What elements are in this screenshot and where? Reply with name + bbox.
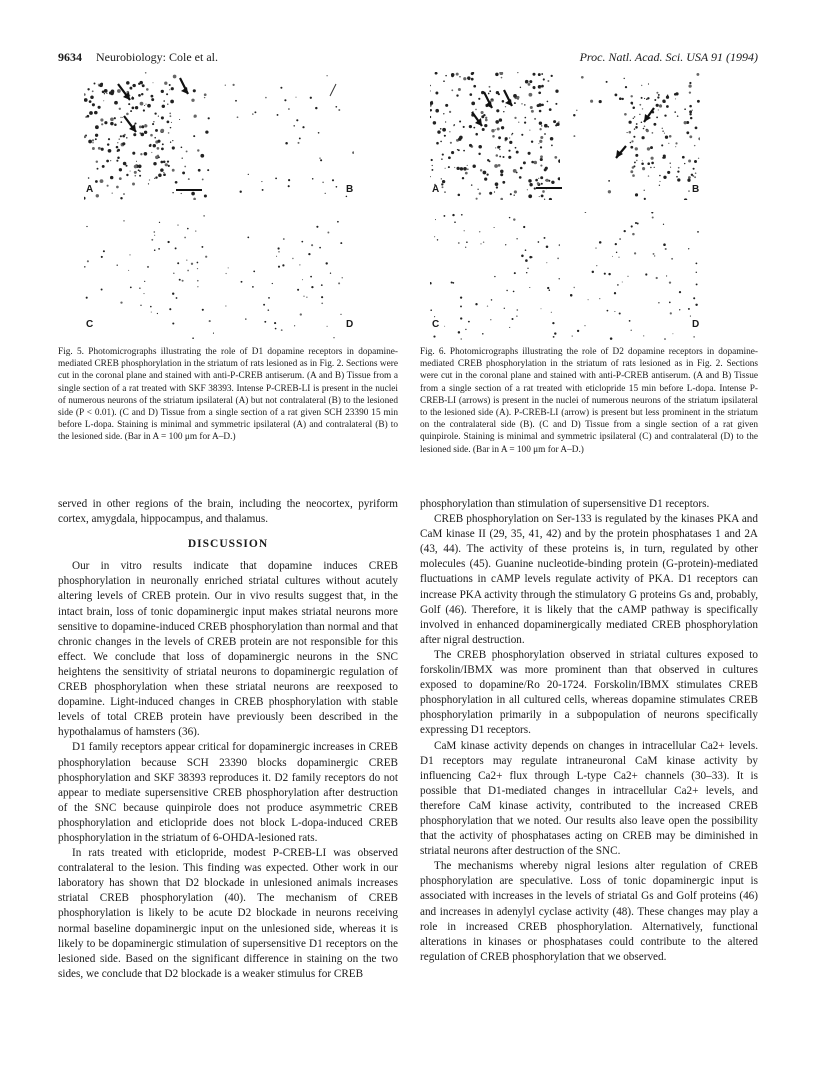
micrograph-image [224, 212, 354, 340]
paragraph: The mechanisms whereby nigral lesions alter regulation of CREB phosphorylation are speculative. Loss of tonic dopaminergic input is associated with increases in the levels of striatal Gs and Golf proteins (46) and increases in adenylyl cyclase activity (48). These changes may play a role in increased CREB phosphorylation. Alternatively, functional alterations in kinases or phosphatases could contribute to the altered regulation of CREB phosphorylation that we observed. [420, 860, 758, 963]
figure-6 [430, 72, 700, 340]
paragraph: Our in vitro results indicate that dopamine induces CREB phosphorylation in neuronally enriched striatal cultures without acutely altering levels of CREB protein. Our in vivo results suggest that, in the intact brain, loss of tonic dopaminergic input makes striatal neurons more sensitive to dopamine-induced CREB phosphorylation than normal and that chronic changes in the levels of CREB protein are not responsible for this effect. We conclude that loss of dopaminergic neurons in the SNC heightens the sensitivity of striatal neurons to dopaminergic regulation of CREB phosphorylation when these striatal neurons are reexposed to dopamine. Light-induced changes in CREB phosphorylation with stable levels of total CREB protein have previously been described in the hypothalamus of hamsters (36). [58, 560, 398, 739]
section-title: Neurobiology: Cole et al. [96, 50, 218, 64]
micrograph-image [430, 72, 560, 200]
panel-label-a: A [432, 184, 440, 195]
figure-6-caption: Fig. 6. Photomicrographs illustrating the role of D2 dopamine receptors in dopamine-mediated CREB phosphorylation in the striatum of rats lesioned as in Fig. 2. Sections were cut in the coronal plane and stained with anti-P-CREB antiserum. (A and B) Tissue from a single section of a rat treated with eticlopride 15 min before L-dopa. Intense P-CREB-LI (arrows) is present in the nuclei of numerous neurons of the striatum ipsilateral to the lesioned side (A). P-CREB-LI (arrow) is present but less prominent in the striatum on the contralateral side (B). (C and D) Tissue from a single section of a rat given quinpirole. Staining is minimal and symmetric ipsilateral (C) and contralateral (D) to the lesioned side. (Bar in A = 100 μm for A–D.) [420, 347, 758, 455]
micrograph-image [570, 72, 700, 200]
journal-citation: Proc. Natl. Acad. Sci. USA 91 (1994) [579, 50, 758, 64]
paragraph: The CREB phosphorylation observed in striatal cultures exposed to forskolin/IBMX was more prominent than that observed in cultures exposed to dopamine/Ro 20-1724. Forskolin/IBMX stimulates CREB phosphorylation in all cultured cells, whereas dopamine stimulates CREB phosphorylation primarily in a subpopulation of neurons specifically expressing D1 receptors. [420, 648, 758, 737]
micrograph-image [430, 212, 560, 340]
fig5-panel-c [84, 212, 214, 340]
right-column [420, 497, 758, 965]
micrograph-image [84, 212, 214, 340]
paragraph: In rats treated with eticlopride, modest P-CREB-LI was observed contralateral to the lesion. This finding was expected. Other work in our laboratory has shown that D2 blockade in unlesioned animals increases striatal CREB phosphorylation (40). The mechanism of CREB phosphorylation is likely to be acute D2 blockade in neurons receiving normal baseline dopaminergic input on the unlesioned side, whereas it is likely to be dopaminergic stimulation of supersensitive D1 receptors on the lesioned side. Based on the significant difference in staining on the two sides, we conclude that D2 blockade is a weaker stimulus for CREB [58, 847, 398, 980]
paragraph: CREB phosphorylation on Ser-133 is regulated by the kinases PKA and CaM kinase II (29, 35, 41, 42) and by the protein phosphatases 1 and 2A (43, 44). The activity of these proteins is, in turn, regulated by other molecules (45). Guanine nucleotide-binding protein (G-protein)-mediated fluctuations in cAMP levels regulate activity of PKA. D1 receptors can increase PKA activity through the stimulatory G proteins Gs and, probably, Golf (46). Therefore, it is likely that the cAMP pathway is specifically involved in enhanced dopaminergically mediated CREB phosphorylation after nigral destruction. [420, 513, 758, 646]
panel-label-b: B [346, 184, 354, 195]
micrograph-image [224, 72, 354, 200]
panel-label-b: B [692, 184, 700, 195]
fig6-panel-b [570, 72, 700, 200]
section-heading: DISCUSSION [187, 538, 269, 551]
left-column [58, 497, 398, 982]
paragraph: phosphorylation than stimulation of supersensitive D1 receptors. [420, 498, 710, 510]
fig5-panel-a [84, 72, 214, 200]
paragraph: CaM kinase activity depends on changes in intracellular Ca2+ levels. D1 receptors may regulate intraneuronal CaM kinase activity by influencing Ca2+ flux through L-type Ca2+ channels (30–33). It is possible that D1-mediated changes in intracellular Ca2+ levels, and therefore CaM kinase activity, contributed to the increased CREB phosphorylation that we noted. Our results also leave open the possibility that the activity of phosphatases acting on CREB may be diminished in striatal neurons after destruction of the SNC. [420, 739, 758, 858]
panel-label-d: D [346, 319, 354, 330]
running-header [58, 50, 758, 68]
paragraph: D1 family receptors appear critical for dopaminergic increases in CREB phosphorylation because SCH 23390 blocks dopaminergic CREB phosphorylation and SKF 38393 reproduces it. D2 family receptors do not appear to mediate supersensitive CREB phosphorylation after destruction of the SNC because quinpirole does not produce asymmetric CREB phosphorylation and eticlopride does not block L-dopa-induced CREB phosphorylation in the striatum of 6-OHDA-lesioned rats. [58, 741, 398, 844]
fig5-panel-d [224, 212, 354, 340]
figure-5-caption: Fig. 5. Photomicrographs illustrating the role of D1 dopamine receptors in dopamine-mediated CREB phosphorylation in the striatum of rats lesioned as in Fig. 2. Sections were cut in the coronal plane and stained with anti-P-CREB antiserum. (A and B) Tissue from a single section of a rat treated with SKF 38393. Intense P-CREB-LI is present in the nuclei of numerous neurons of the striatum ipsilateral (A) but not contralateral (B) to the lesioned side (P < 0.01). (C and D) Tissue from a single section of a rat given SCH 23390 15 min before L-dopa. Staining is minimal and symmetric ipsilateral (A) and contralateral (B) to the lesioned side. (Bar in A = 100 μm for A–D.) [58, 347, 398, 443]
panel-label-a: A [86, 184, 94, 195]
panel-label-c: C [86, 319, 94, 330]
panel-label-d: D [692, 319, 700, 330]
panel-label-c: C [432, 319, 440, 330]
micrograph-image [570, 212, 700, 340]
fig6-panel-d [570, 212, 700, 340]
micrograph-image [84, 72, 214, 200]
fig6-panel-a [430, 72, 560, 200]
page-number: 9634 [58, 50, 82, 64]
paragraph: served in other regions of the brain, including the neocortex, pyriform cortex, amygdala, hippocampus, and thalamus. [58, 498, 398, 526]
fig6-panel-c [430, 212, 560, 340]
fig5-panel-b [224, 72, 354, 200]
figure-5 [84, 72, 354, 340]
